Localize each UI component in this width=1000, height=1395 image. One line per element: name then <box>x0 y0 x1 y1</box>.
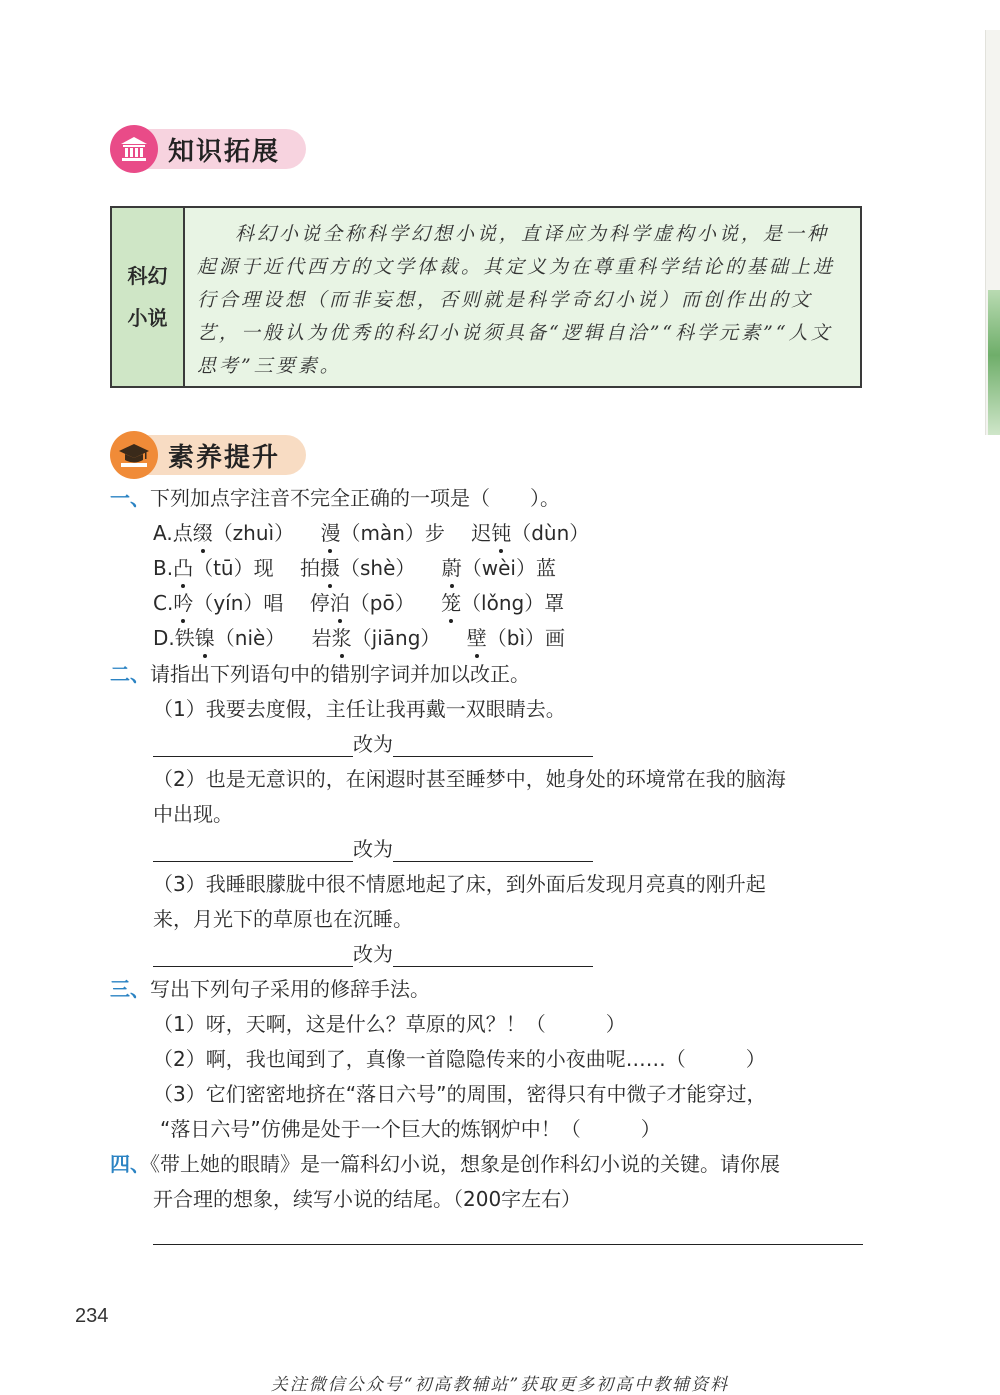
q2-sentence-3a: （3）我睡眼朦胧中很不情愿地起了床，到外面后发现月亮真的刚升起 <box>153 872 766 896</box>
dotted-char: 泊 <box>330 587 350 616</box>
q1-stem: 下列加点字注音不完全正确的一项是（ ）。 <box>150 486 560 510</box>
q2-answer-row-1 <box>153 728 593 757</box>
dotted-char: 漫 <box>320 517 340 546</box>
q2-stem: 请指出下列语句中的错别字词并加以改正。 <box>150 662 530 686</box>
answer-blank-correct[interactable] <box>393 944 593 967</box>
q2-stem-line <box>110 658 530 687</box>
term-line-2: 小说 <box>127 306 168 330</box>
option-word: 岩 <box>311 626 332 650</box>
q4-stem-line <box>110 1148 780 1177</box>
option-label: B. <box>153 556 174 580</box>
pinyin: （màn） <box>340 521 425 545</box>
option-word: 唱 <box>263 591 284 615</box>
option-label: D. <box>153 626 175 650</box>
dotted-char: 凸 <box>173 552 193 581</box>
option-word: 停 <box>309 591 330 615</box>
dotted-char: 钝 <box>491 517 511 546</box>
q3-stem-line <box>110 973 430 1002</box>
pinyin: （jiāng） <box>351 626 441 650</box>
option-word: 蓝 <box>535 556 556 580</box>
footer-note: 关注微信公众号“初高教辅站”获取更多初高中教辅资料 <box>270 1375 730 1395</box>
dotted-char: 蔚 <box>442 552 462 581</box>
term-line-1: 科幻 <box>127 264 168 288</box>
pinyin: （zhuì） <box>212 521 295 545</box>
q1-option-d <box>153 622 565 651</box>
option-word: 铁 <box>174 626 195 650</box>
q3-sentence-3b: “落日六号”仿佛是处于一个巨大的炼钢炉中！（ ） <box>160 1117 661 1141</box>
q2-number: 二、 <box>110 662 150 686</box>
option-word: 现 <box>253 556 274 580</box>
change-label: 改为 <box>353 942 393 966</box>
practice-section-title: 素养提升 <box>168 442 281 473</box>
q3-sentence-1: （1）呀，天啊，这是什么？草原的风？！（ ） <box>153 1012 626 1036</box>
pinyin: （pō） <box>349 591 415 615</box>
knowledge-section-title: 知识拓展 <box>168 136 281 167</box>
pinyin: （niè） <box>214 626 286 650</box>
q3-stem: 写出下列句子采用的修辞手法。 <box>150 977 430 1001</box>
answer-blank-correct[interactable] <box>393 839 593 862</box>
pinyin: （shè） <box>339 556 416 580</box>
dotted-char: 镍 <box>195 622 215 651</box>
q2-sentence-2b: 中出现。 <box>153 802 233 826</box>
practice-section-badge <box>110 433 280 477</box>
q2-sentence-1: （1）我要去度假，主任让我再戴一双眼睛去。 <box>153 697 566 721</box>
q1-stem-line <box>110 482 560 511</box>
q3-number: 三、 <box>110 977 150 1001</box>
knowledge-section-badge <box>110 127 280 171</box>
q3-sentence-2: （2）啊，我也闻到了，真像一首隐隐传来的小夜曲呢……（ ） <box>153 1047 766 1071</box>
pinyin: （tū） <box>193 556 254 580</box>
answer-blank-correct[interactable] <box>393 734 593 757</box>
q1-option-c <box>153 587 564 616</box>
q2-answer-row-2 <box>153 833 593 862</box>
answer-blank-wrong[interactable] <box>153 734 353 757</box>
q2-answer-row-3 <box>153 938 593 967</box>
q4-number: 四、 <box>110 1152 150 1176</box>
change-label: 改为 <box>353 837 393 861</box>
q2-sentence-3b: 来，月光下的草原也在沉睡。 <box>153 907 413 931</box>
option-label: A. <box>153 521 173 545</box>
pinyin: （dùn） <box>511 521 590 545</box>
option-word: 拍 <box>299 556 320 580</box>
dotted-char: 笼 <box>441 587 461 616</box>
q4-stem-b: 开合理的想象，续写小说的结尾。（200字左右） <box>153 1187 582 1211</box>
dotted-char: 壁 <box>467 622 487 651</box>
option-word: 罩 <box>544 591 565 615</box>
option-word: 迟 <box>471 521 492 545</box>
pinyin: （wèi） <box>461 556 536 580</box>
pinyin: （lǒng） <box>461 591 545 615</box>
q3-sentence-3a: （3）它们密密地挤在“落日六号”的周围，密得只有中微子才能穿过， <box>153 1082 767 1106</box>
graduation-cap-icon <box>110 431 158 479</box>
pinyin: （bì） <box>486 626 546 650</box>
option-label: C. <box>153 591 174 615</box>
q4-stem-a: 《带上她的眼睛》是一篇科幻小说，想象是创作科幻小说的关键。请你展 <box>150 1152 780 1176</box>
answer-blank-wrong[interactable] <box>153 944 353 967</box>
pinyin: （yín） <box>193 591 264 615</box>
page-number: 234 <box>75 1305 109 1327</box>
option-word: 点 <box>172 521 193 545</box>
q1-number: 一、 <box>110 486 150 510</box>
building-icon <box>110 125 158 173</box>
dotted-char: 吟 <box>173 587 193 616</box>
answer-blank-wrong[interactable] <box>153 839 353 862</box>
writing-answer-line[interactable] <box>153 1244 863 1245</box>
term-cell <box>112 208 185 386</box>
definition-text: 科幻小说全称科学幻想小说，直译应为科学虚构小说，是一种起源于近代西方的文学体裁。其定义为在尊重科学结论的基础上进行合理设想（而非妄想，否则就是科学奇幻小说）而创作出的文艺，一般认为优秀的科幻小说须具备“逻辑自洽”“科学元素”“人文思考”三要素。 <box>197 223 836 377</box>
q1-option-a <box>153 517 589 546</box>
option-word: 画 <box>545 626 566 650</box>
dotted-char: 缀 <box>193 517 213 546</box>
page-edge-tab <box>988 290 1000 435</box>
dotted-char: 浆 <box>332 622 352 651</box>
q2-sentence-2a: （2）也是无意识的，在闲遐时甚至睡梦中，她身处的环境常在我的脑海 <box>153 767 786 791</box>
q1-option-b <box>153 552 556 581</box>
option-word: 步 <box>424 521 445 545</box>
knowledge-box <box>110 206 862 388</box>
change-label: 改为 <box>353 732 393 756</box>
dotted-char: 摄 <box>320 552 340 581</box>
